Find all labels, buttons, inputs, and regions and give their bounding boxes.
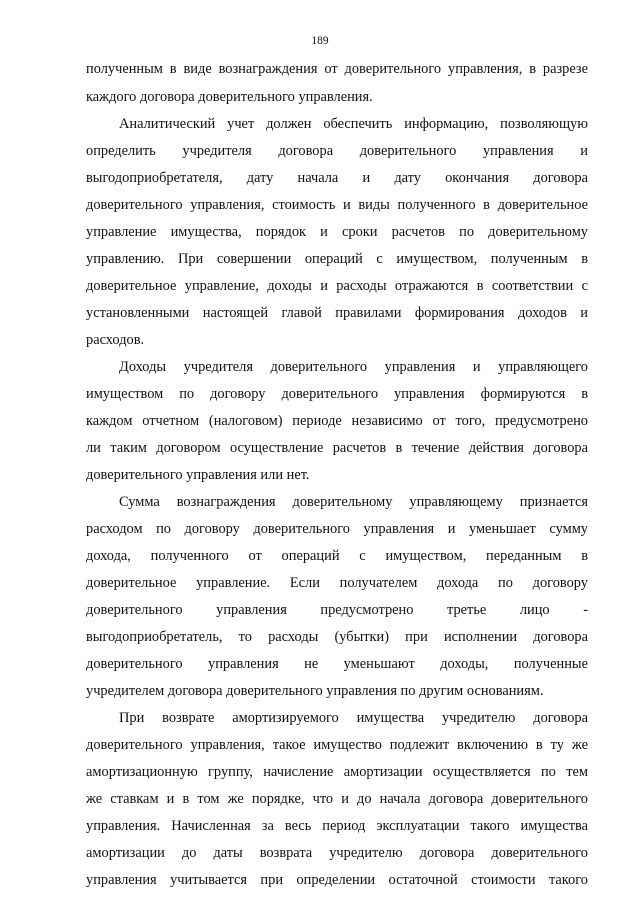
text-line: расходом по договору доверительного управления и уменьшает сумму xyxy=(86,521,588,537)
text-line: установленными настоящей главой правилами формирования доходов и xyxy=(86,305,588,321)
text-line: доверительное управление, доходы и расходы отражаются в соответствии с xyxy=(86,278,588,294)
text-line: каждого договора доверительного управления. xyxy=(86,89,373,105)
text-line: выгодоприобретатель, то расходы (убытки) при исполнении договора xyxy=(86,629,588,645)
text-line: доверительного управления или нет. xyxy=(86,467,310,483)
text-line: ли таким договором осуществление расчетов в течение действия договора xyxy=(86,440,588,456)
text-line: определить учредителя договора доверительного управления и xyxy=(86,143,588,159)
text-line: полученным в виде вознаграждения от доверительного управления, в разрезе xyxy=(86,61,588,77)
text-line: расходов. xyxy=(86,332,145,348)
text-line: каждом отчетном (налоговом) периоде независимо от того, предусмотрено xyxy=(86,413,588,429)
text-line: учредителем договора доверительного управления по другим основаниям. xyxy=(86,683,544,699)
text-line: Сумма вознаграждения доверительному управляющему признается xyxy=(119,494,588,510)
text-line: доверительного управления, стоимость и виды полученного в доверительное xyxy=(86,197,588,213)
text-line: выгодоприобретателя, дату начала и дату окончания договора xyxy=(86,170,588,186)
text-line: Доходы учредителя доверительного управления и управляющего xyxy=(119,359,588,375)
text-line: Аналитический учет должен обеспечить информацию, позволяющую xyxy=(119,116,588,132)
text-line: доверительного управления не уменьшают доходы, полученные xyxy=(86,656,588,672)
text-line: управлению. При совершении операций с имуществом, полученным в xyxy=(86,251,588,267)
page-number: 189 xyxy=(311,35,329,47)
text-line: же ставкам и в том же порядке, что и до начала договора доверительного xyxy=(86,791,588,807)
text-line: При возврате амортизируемого имущества учредителю договора xyxy=(119,710,588,726)
text-line: имуществом по договору доверительного управления формируются в xyxy=(86,386,588,402)
text-line: управление имущества, порядок и сроки расчетов по доверительному xyxy=(86,224,588,240)
text-line: доверительного управления, такое имущество подлежит включению в ту же xyxy=(86,737,588,753)
text-line: дохода, полученного от операций с имуществом, переданным в xyxy=(86,548,588,564)
text-line: амортизации до даты возврата учредителю договора доверительного xyxy=(86,845,588,861)
text-line: управления. Начисленная за весь период эксплуатации такого имущества xyxy=(86,818,588,834)
text-line: доверительное управление. Если получателем дохода по договору xyxy=(86,575,588,591)
text-line: амортизационную группу, начисление амортизации осуществляется по тем xyxy=(86,764,588,780)
text-line: управления учитывается при определении остаточной стоимости такого xyxy=(86,872,588,888)
text-line: доверительного управления предусмотрено третье лицо - xyxy=(86,602,588,618)
